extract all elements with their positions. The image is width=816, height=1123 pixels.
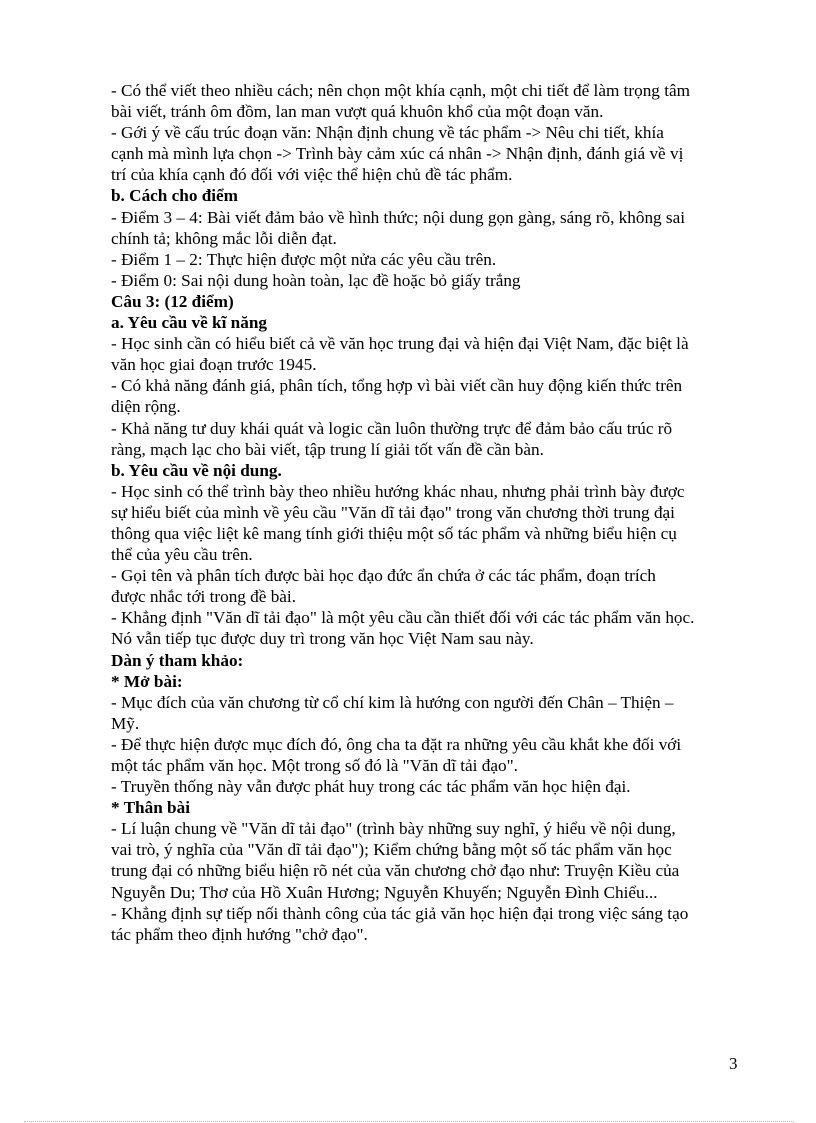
text-line: trung đại có những biểu hiện rõ nét của văn chương chở đạo như: Truyện Kiều của [111, 861, 680, 881]
text-line: chính tả; không mắc lỗi diễn đạt. [111, 228, 337, 248]
text-line: - Điểm 0: Sai nội dung hoàn toàn, lạc đề hoặc bỏ giấy trắng [111, 270, 521, 290]
text-line: - Mục đích của văn chương từ cổ chí kim là hướng con người đến Chân – Thiện – [111, 692, 674, 712]
text-line: vai trò, ý nghĩa của "Văn dĩ tải đạo"); Kiểm chứng bằng một số tác phẩm văn học [111, 840, 672, 860]
page-bottom-rule [24, 1121, 794, 1122]
section-heading-line: Câu 3: (12 điểm) [111, 291, 234, 311]
text-line: Mỹ. [111, 713, 140, 733]
page-number: 3 [729, 1054, 738, 1073]
text-line: văn học giai đoạn trước 1945. [111, 355, 317, 375]
text-line: - Để thực hiện được mục đích đó, ông cha ta đặt ra những yêu cầu khắt khe đối với [111, 734, 682, 754]
text-line: - Lí luận chung về "Văn dĩ tải đạo" (trình bày những suy nghĩ, ý hiểu về nội dung, [111, 819, 676, 839]
text-line: thông qua việc liệt kê mang tính giới thiệu một số tác phẩm và những biểu hiện cụ [111, 523, 677, 543]
section-heading-line: * Mở bài: [111, 671, 183, 691]
text-line: - Có khả năng đánh giá, phân tích, tổng hợp vì bài viết cần huy động kiến thức trên [111, 376, 683, 396]
text-line: - Gới ý về cấu trúc đoạn văn: Nhận định chung về tác phẩm -> Nêu chi tiết, khía [111, 123, 664, 143]
text-line: - Khả năng tư duy khái quát và logic cần luôn thường trực để đảm bảo cấu trúc rõ [111, 418, 673, 438]
text-line: cạnh mà mình lựa chọn -> Trình bày cảm xúc cá nhân -> Nhận định, đánh giá về vị [111, 144, 684, 164]
text-line: - Có thể viết theo nhiều cách; nên chọn một khía cạnh, một chi tiết để làm trọng tâm [111, 81, 690, 100]
text-line: - Khẳng định "Văn dĩ tải đạo" là một yêu cầu cần thiết đối với các tác phẩm văn học. [111, 608, 695, 628]
text-line: - Gọi tên và phân tích được bài học đạo đức ẩn chứa ở các tác phẩm, đoạn trích [111, 566, 656, 586]
text-line: - Điểm 3 – 4: Bài viết đảm bảo về hình thức; nội dung gọn gàng, sáng rõ, không sai [111, 207, 686, 227]
text-line: trí của khía cạnh đó đối với việc thể hiện chủ đề tác phẩm. [111, 165, 513, 185]
page-body [111, 80, 743, 945]
section-heading-line: a. Yêu cầu về kĩ năng [111, 313, 267, 333]
text-line: - Điểm 1 – 2: Thực hiện được một nửa các yêu cầu trên. [111, 249, 497, 269]
text-line: bài viết, tránh ôm đồm, lan man vượt quá khuôn khổ của một đoạn văn. [111, 102, 604, 122]
text-line: - Khẳng định sự tiếp nối thành công của tác giả văn học hiện đại trong việc sáng tạo [111, 903, 689, 923]
text-line: sự hiểu biết của mình về yêu cầu "Văn dĩ tải đạo" trong văn chương thời trung đại [111, 502, 675, 522]
text-line: - Học sinh cần có hiểu biết cả về văn học trung đại và hiện đại Việt Nam, đặc biệt là [111, 334, 689, 354]
text-line: tác phẩm theo định hướng "chở đạo". [111, 924, 368, 944]
text-line: ràng, mạch lạc cho bài viết, tập trung lí giải tốt vấn đề cần bàn. [111, 439, 544, 459]
text-line: - Truyền thống này vẫn được phát huy trong các tác phẩm văn học hiện đại. [111, 777, 631, 797]
text-line: được nhắc tới trong đề bài. [111, 587, 296, 607]
section-heading-line: b. Cách cho điểm [111, 186, 239, 206]
text-line: một tác phẩm văn học. Một trong số đó là "Văn dĩ tải đạo". [111, 756, 518, 775]
text-line: - Học sinh có thể trình bày theo nhiều hướng khác nhau, nhưng phải trình bày được [111, 481, 685, 501]
text-line: Nguyễn Du; Thơ của Hồ Xuân Hương; Nguyễn Khuyến; Nguyễn Đình Chiểu... [111, 882, 658, 902]
section-heading-line: * Thân bài [111, 798, 190, 818]
text-line: thể của yêu cầu trên. [111, 545, 253, 565]
text-line: Nó vẫn tiếp tục được duy trì trong văn học Việt Nam sau này. [111, 629, 534, 649]
section-heading-line: b. Yêu cầu về nội dung. [111, 460, 282, 480]
text-line: diện rộng. [111, 397, 181, 417]
section-heading-line: Dàn ý tham khảo: [111, 650, 244, 670]
